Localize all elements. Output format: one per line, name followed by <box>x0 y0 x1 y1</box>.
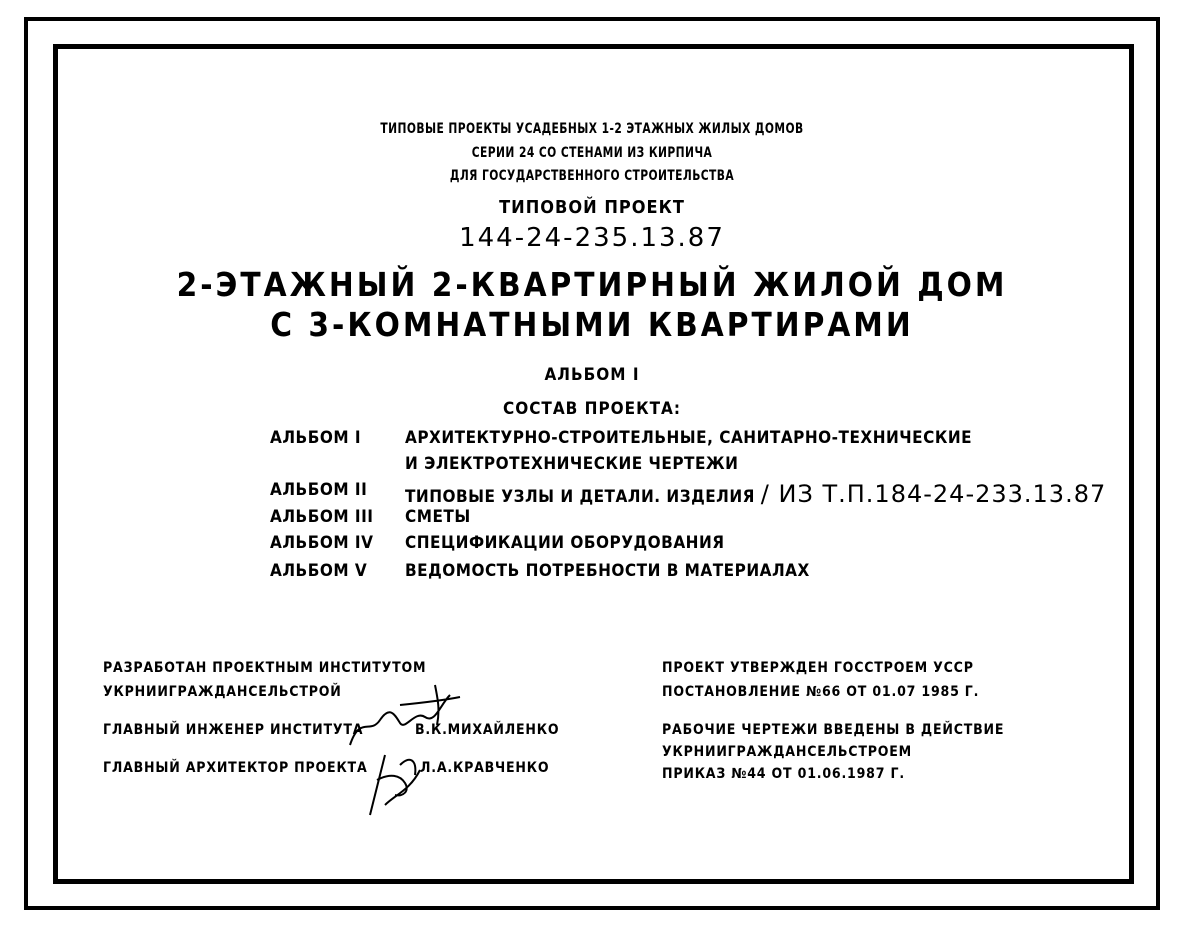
project-title-line-2: С 3-КОМНАТНЫМИ КВАРТИРАМИ <box>270 305 914 344</box>
chief-engineer-label: ГЛАВНЫЙ ИНЖЕНЕР ИНСТИТУТА <box>103 722 364 738</box>
album-1-desc-2: И ЭЛЕКТРОТЕХНИЧЕСКИЕ ЧЕРТЕЖИ <box>405 454 739 474</box>
album-2-label: АЛЬБОМ II <box>270 480 368 500</box>
chief-architect-name: Л.А.КРАВЧЕНКО <box>420 760 550 776</box>
decree: ПОСТАНОВЛЕНИЕ №66 ОТ 01.07 1985 Г. <box>662 684 980 700</box>
chief-architect-signature <box>355 735 435 825</box>
enacting-institute: УКРНИИГРАЖДАНСЕЛЬСТРОЕМ <box>662 744 913 760</box>
album-1-label: АЛЬБОМ I <box>270 428 362 448</box>
developer-institute: УКРНИИГРАЖДАНСЕЛЬСТРОЙ <box>103 684 342 700</box>
header-line-2: СЕРИИ 24 СО СТЕНАМИ ИЗ КИРПИЧА <box>471 145 713 161</box>
chief-engineer-name: В.К.МИХАЙЛЕНКО <box>415 722 560 738</box>
project-number: 144-24-235.13.87 <box>459 223 725 253</box>
album-4-label: АЛЬБОМ IV <box>270 533 374 553</box>
composition-heading: СОСТАВ ПРОЕКТА: <box>502 399 682 419</box>
approved-by: ПРОЕКТ УТВЕРЖДЕН ГОССТРОЕМ УССР <box>662 660 974 676</box>
album-1-desc: АРХИТЕКТУРНО-СТРОИТЕЛЬНЫЕ, САНИТАРНО-ТЕХНИЧЕСКИЕ <box>405 428 973 448</box>
header-line-3: ДЛЯ ГОСУДАРСТВЕННОГО СТРОИТЕЛЬСТВА <box>449 168 735 184</box>
album-4-desc: СПЕЦИФИКАЦИИ ОБОРУДОВАНИЯ <box>405 533 725 553</box>
album-3-desc: СМЕТЫ <box>405 507 471 527</box>
album-3-label: АЛЬБОМ III <box>270 507 374 527</box>
album-2-desc-row <box>405 480 1106 508</box>
drawings-enacted: РАБОЧИЕ ЧЕРТЕЖИ ВВЕДЕНЫ В ДЕЙСТВИЕ <box>662 722 1005 738</box>
project-title-line-1: 2-ЭТАЖНЫЙ 2-КВАРТИРНЫЙ ЖИЛОЙ ДОМ <box>176 265 1008 304</box>
album-5-desc: ВЕДОМОСТЬ ПОТРЕБНОСТИ В МАТЕРИАЛАХ <box>405 561 810 581</box>
header-line-1: ТИПОВЫЕ ПРОЕКТЫ УСАДЕБНЫХ 1-2 ЭТАЖНЫХ ЖИЛЫХ ДОМОВ <box>380 121 804 137</box>
album-number: АЛЬБОМ I <box>544 365 640 385</box>
developed-by: РАЗРАБОТАН ПРОЕКТНЫМ ИНСТИТУТОМ <box>103 660 427 676</box>
order: ПРИКАЗ №44 ОТ 01.06.1987 Г. <box>662 766 905 782</box>
album-5-label: АЛЬБОМ V <box>270 561 368 581</box>
album-2-desc: ТИПОВЫЕ УЗЛЫ И ДЕТАЛИ. ИЗДЕЛИЯ <box>405 487 755 507</box>
project-label: ТИПОВОЙ ПРОЕКТ <box>499 197 685 218</box>
album-2-ref: / ИЗ Т.П.184-24-233.13.87 <box>760 480 1107 508</box>
chief-architect-label: ГЛАВНЫЙ АРХИТЕКТОР ПРОЕКТА <box>103 760 368 776</box>
